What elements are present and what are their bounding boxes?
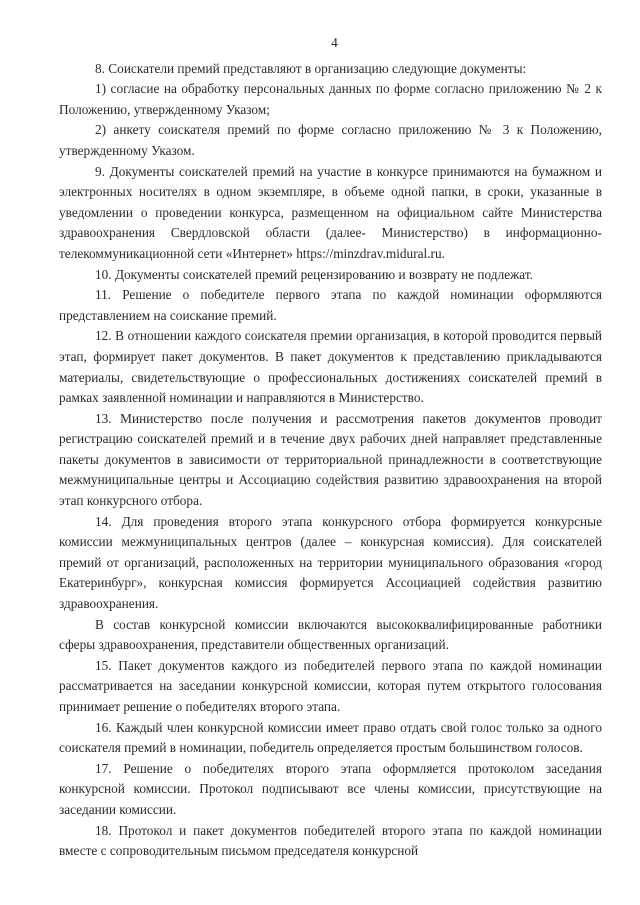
paragraph-item-8-1: 1) согласие на обработку персональных данных по форме согласно приложению № 2 к Положению, утвержденному Указом; [59, 81, 602, 117]
paragraph-item-12: 12. В отношении каждого соискателя премии организация, в которой проводится первый этап, формирует пакет документов. В пакет документов к представлению прикладываются материалы, свидетельствующие о профессиональных достижениях соискателей премий в рамках заявленной номинации и направляются в Министерство. [59, 328, 602, 406]
paragraph-item-18: 18. Протокол и пакет документов победителей второго этапа по каждой номинации вместе с сопроводительным письмом председателя конкурсной [59, 822, 602, 859]
paragraph-item-14: 14. Для проведения второго этапа конкурсного отбора формируется конкурсные комиссии межмуниципальных центров (далее – конкурсная комиссия). Для соискателей премий от организаций, расположенных на территории муниципального образования «город Екатеринбург», конкурсная комиссия формируется Ассоциацией содействия развитию здравоохранения. [59, 513, 602, 612]
page-number: 4 [331, 35, 338, 50]
paragraph-item-15: 15. Пакет документов каждого из победителей первого этапа по каждой номинации рассматривается на заседании конкурсной комиссии, которая путем открытого голосования принимает решение о победителях второго этапа. [59, 657, 602, 714]
paragraph-item-16: 16. Каждый член конкурсной комиссии имеет право отдать свой голос только за одного соискателя премий в номинации, победитель определяется простым большинством голосов. [59, 719, 602, 756]
paragraph-item-13: 13. Министерство после получения и рассмотрения пакетов документов проводит регистрацию соискателей премий и в течение двух рабочих дней направляет представленные пакеты документов в зависимости от территориальной принадлежности в соответствующие межмуниципальные центры и Ассоциацию содействия развитию здравоохранения на второй этап конкурсного отбора. [59, 410, 602, 509]
paragraph-commission-composition: В состав конкурсной комиссии включаются высококвалифицированные работники сферы здравоохранения, представители общественных организаций. [59, 616, 602, 653]
paragraph-item-8-2: 2) анкету соискателя премий по форме согласно приложению № 3 к Положению, утвержденному Указом. [59, 122, 602, 158]
paragraph-item-9: 9. Документы соискателей премий на участие в конкурсе принимаются на бумажном и электронных носителях в одном экземпляре, в объеме одной папки, в сроки, указанные в уведомлении о проведении конкурса, размещенном на официальном сайте Министерства здравоохранения Свердловской области (далее- Министерство) в информационно-телекоммуникационной сети «Интернет» https://minzdrav.midural.ru. [59, 163, 602, 261]
paragraph-item-17: 17. Решение о победителях второго этапа оформляется протоколом заседания конкурсной комиссии. Протокол подписывают все члены комиссии, присутствующие на заседании комиссии. [59, 760, 602, 817]
paragraph-item-10: 10. Документы соискателей премий рецензированию и возврату не подлежат. [95, 266, 533, 282]
paragraph-item-8: 8. Соискатели премий представляют в организацию следующие документы: [95, 60, 527, 76]
paragraph-item-11: 11. Решение о победителе первого этапа по каждой номинации оформляются представлением на соискание премий. [59, 287, 602, 323]
